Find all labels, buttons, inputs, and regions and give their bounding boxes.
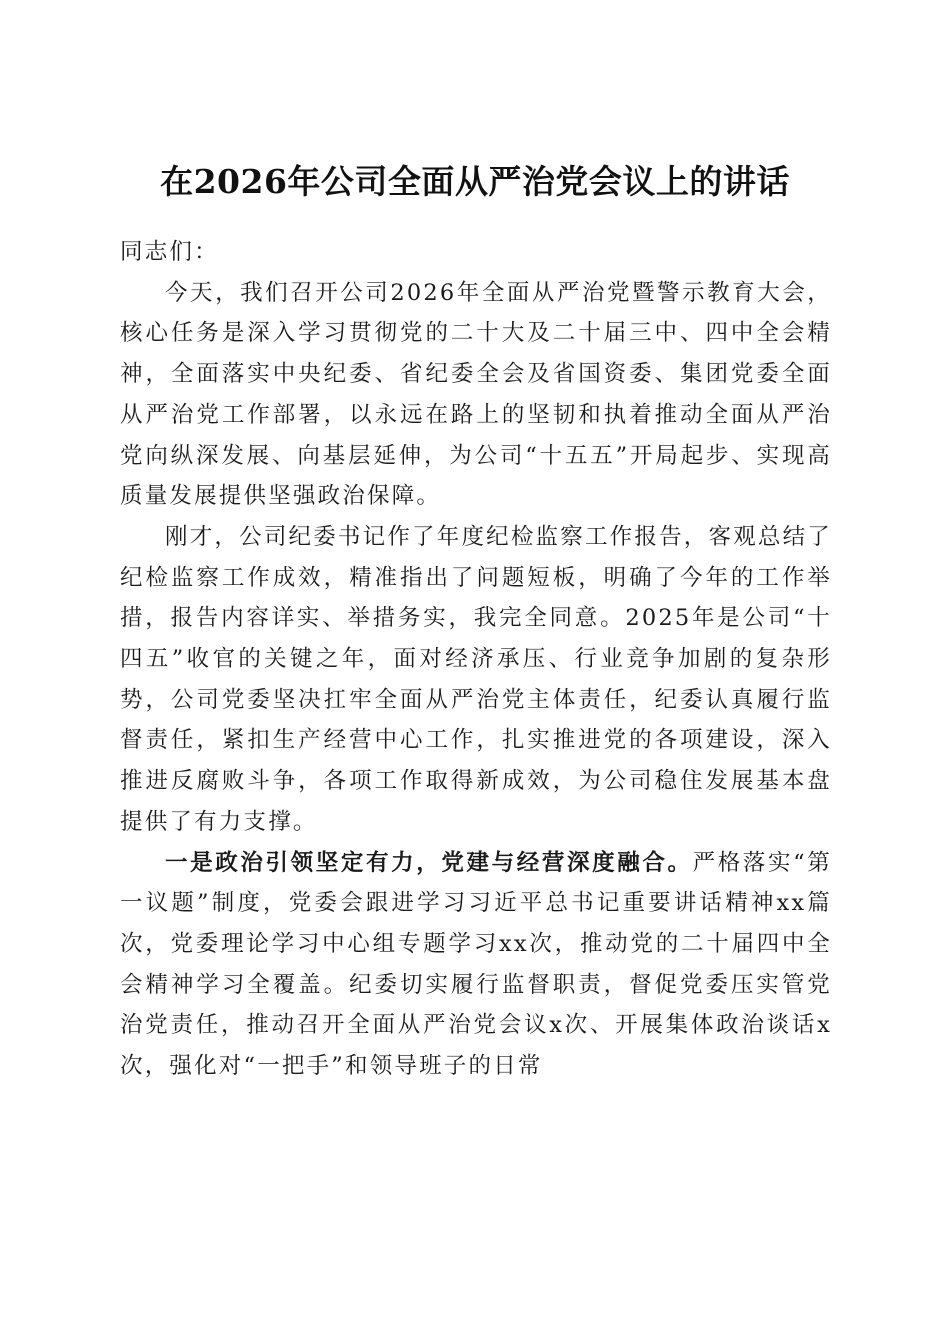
paragraph-report-review: 刚才，公司纪委书记作了年度纪检监察工作报告，客观总结了纪检监察工作成效，精准指出了问题短板，明确了今年的工作举措，报告内容详实、举措务实，我完全同意。2025年是公司“十四五”收官的关键之年，面对经济承压、行业竞争加剧的复杂形势，公司党委坚决扛牢全面从严治党主体责任，纪委认真履行监督责任，紧扣生产经营中心工作，扎实推进党的各项建设，深入推进反腐败斗争，各项工作取得新成效，为公司稳住发展基本盘提供了有力支撑。 <box>120 523 832 835</box>
paragraph-lead-body: 严格落实“第一议题”制度，党委会跟进学习习近平总书记重要讲话精神xx篇次，党委理论学习中心组专题学习xx次，推动党的二十届四中全会精神学习全覆盖。纪委切实履行监督职责，督促党委压实管党治党责任，推动召开全面从严治党会议x次、开展集体政治谈话x次，强化对“一把手”和领导班子的日常 <box>120 849 833 1080</box>
salutation: 同志们： <box>120 239 219 265</box>
paragraph-lead-heading: 一是政治引领坚定有力，党建与经营深度融合。 <box>165 849 693 876</box>
paragraph-political-leadership <box>120 843 832 1087</box>
document-title: 在2026年公司全面从严治党会议上的讲话 <box>160 162 790 202</box>
document-body <box>120 232 832 1087</box>
paragraph-opening: 今天，我们召开公司2026年全面从严治党暨警示教育大会，核心任务是深入学习贯彻党的二十大及二十届三中、四中全会精神，全面落实中央纪委、省纪委全会及省国资委、集团党委全面从严治党工作部署，以永远在路上的坚韧和执着推动全面从严治党向纵深发展、向基层延伸，为公司“十五五”开局起步、实现高质量发展提供坚强政治保障。 <box>120 279 832 510</box>
